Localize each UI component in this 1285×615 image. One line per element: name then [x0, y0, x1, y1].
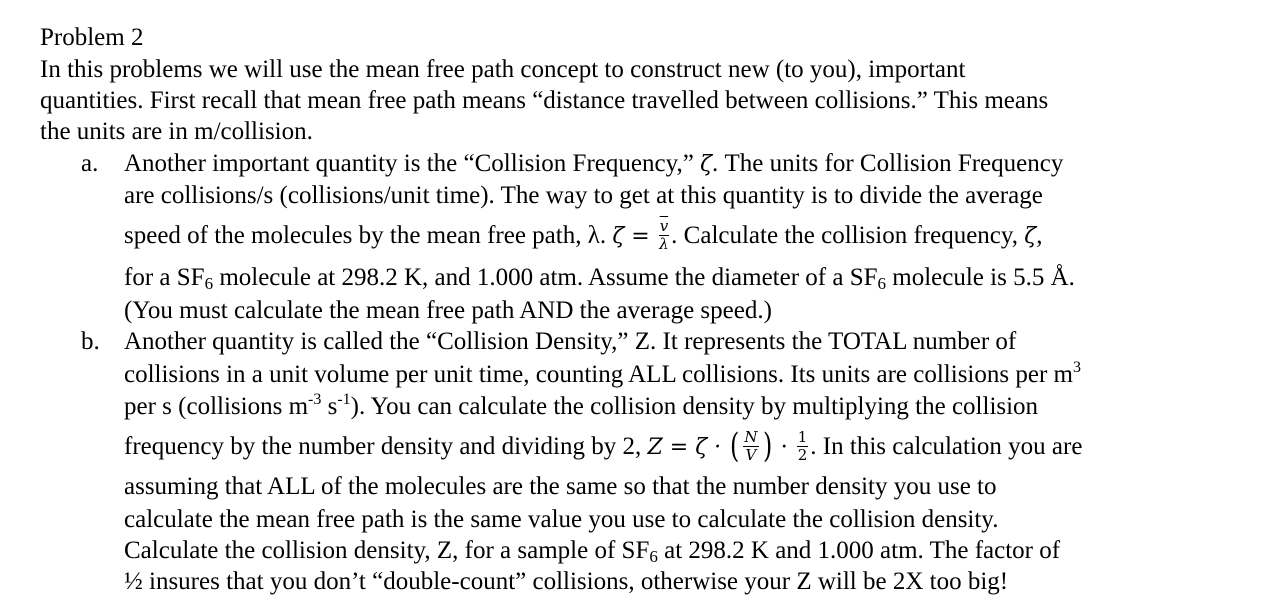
- close-paren: ): [762, 425, 772, 466]
- part-b-text: Calculate the collision density, Z, for a sample of SF: [124, 537, 650, 564]
- fraction-denominator: 2: [797, 446, 808, 464]
- fraction-numerator: N: [744, 428, 758, 446]
- part-b-line-1: Another quantity is called the “Collision Density,” Z. It represents the TOTAL number of: [124, 328, 1017, 355]
- superscript-3: 3: [1072, 359, 1081, 376]
- part-b-text: collisions in a unit volume per unit time, counting ALL collisions. Its units are collisions per m: [124, 361, 1073, 388]
- part-a-text: for a SF: [124, 264, 205, 291]
- subscript-6: 6: [877, 274, 887, 293]
- one-half-fraction: [797, 430, 809, 463]
- collision-density-equation-lhs: Z = ζ ·: [647, 435, 729, 461]
- part-b-text: s: [321, 393, 338, 420]
- part-a-line-3: [124, 217, 1043, 254]
- fraction-numerator: $\overline{v}$: [659, 217, 669, 235]
- part-b-line-2: [124, 360, 1081, 390]
- part-a-line-1: [124, 149, 1063, 180]
- zeta-symbol: ζ: [1024, 224, 1037, 250]
- subscript-6: 6: [204, 274, 214, 293]
- intro-line-2: quantities. First recall that mean free path means “distance travelled between collisions.” This means: [40, 87, 1049, 114]
- part-b-line-6: calculate the mean free path is the same value you use to calculate the collision density.: [124, 506, 999, 533]
- fraction-denominator: V: [745, 446, 757, 464]
- part-b-line-4: [124, 425, 1083, 466]
- part-b-text: at 298.2 K and 1.000 atm. The factor of: [657, 537, 1061, 564]
- part-b-text: frequency by the number density and dividing by 2,: [124, 433, 648, 461]
- intro-line-1: In this problems we will use the mean free path concept to construct new (to you), important: [40, 56, 966, 83]
- part-b-line-7: [124, 536, 1060, 566]
- part-a-text: molecule is 5.5 Å.: [886, 264, 1075, 291]
- part-b-marker: b.: [81, 328, 100, 355]
- part-b-line-8: ½ insures that you don’t “double-count” collisions, otherwise your Z will be 2X too big!: [124, 568, 1009, 595]
- part-a-text: Another important quantity is the “Collision Frequency,”: [124, 150, 701, 177]
- fraction-denominator: λ: [659, 235, 669, 253]
- collision-frequency-equation-lhs: ζ =: [612, 224, 657, 250]
- part-a-line-2: are collisions/s (collisions/unit time). The way to get at this quantity is to divide the average: [124, 182, 1043, 209]
- part-a-line-5: (You must calculate the mean free path AND the average speed.): [124, 297, 772, 324]
- multiply-dot: ·: [773, 435, 795, 461]
- part-b-text: per s (collisions m: [124, 393, 309, 420]
- part-a-text: . Calculate the collision frequency,: [671, 222, 1025, 250]
- superscript-minus-1: -1: [337, 391, 351, 408]
- part-a-text: . The units for Collision Frequency: [712, 150, 1064, 177]
- intro-line-3: the units are in m/collision.: [40, 118, 313, 145]
- subscript-6: 6: [649, 547, 658, 566]
- part-a-text: molecule at 298.2 K, and 1.000 atm. Assume the diameter of a SF: [213, 264, 878, 291]
- part-b-line-5: assuming that ALL of the molecules are the same so that the number density you use to: [124, 473, 997, 500]
- number-density-fraction: [743, 430, 758, 463]
- superscript-minus-3: -3: [308, 391, 322, 408]
- part-b-line-3: [124, 392, 1038, 422]
- open-paren: (: [730, 425, 740, 466]
- part-a-text: ,: [1036, 222, 1043, 250]
- part-a-marker: a.: [81, 150, 99, 177]
- part-a-text: speed of the molecules by the mean free path, λ.: [124, 222, 613, 250]
- speed-over-mfp-fraction: [659, 219, 669, 252]
- part-b-text: . In this calculation you are: [810, 433, 1083, 461]
- part-a-line-4: [124, 263, 1075, 293]
- zeta-symbol: ζ: [700, 152, 712, 177]
- part-b-text: ). You can calculate the collision density by multiplying the collision: [350, 393, 1039, 420]
- problem-title: Problem 2: [40, 24, 144, 51]
- fraction-numerator: 1: [797, 428, 808, 446]
